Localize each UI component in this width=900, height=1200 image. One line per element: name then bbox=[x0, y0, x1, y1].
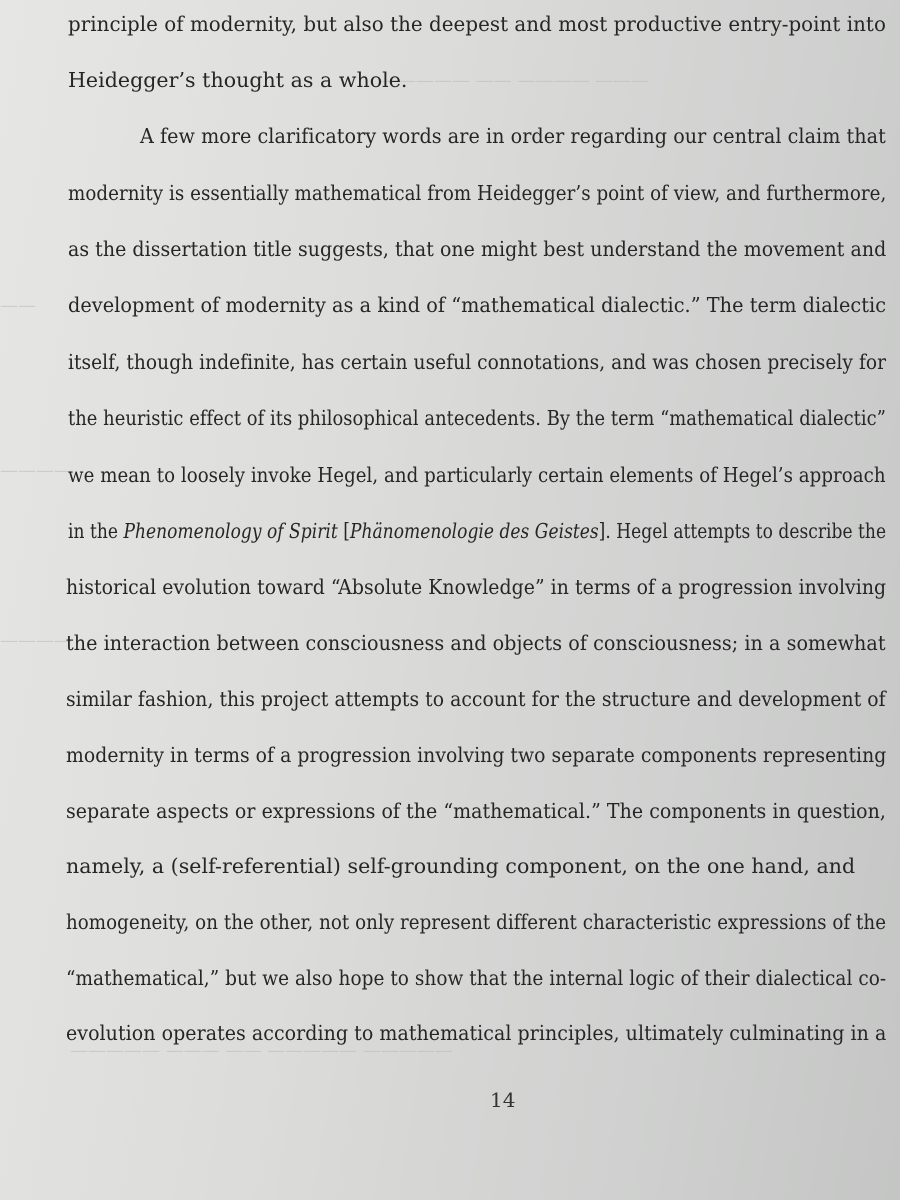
text-fragment: [ bbox=[337, 519, 350, 543]
bleed-through-marks: ————— ————— —— ——— ————— bbox=[70, 1040, 453, 1061]
bleed-through-marks: ——— ———— —— ————— bbox=[380, 70, 650, 91]
text-line: the interaction between consciousness and objects of consciousness; in a somewhat bbox=[66, 631, 886, 655]
text-line-with-italics bbox=[68, 519, 886, 543]
text-line: evolution operates according to mathematical principles, ultimately culminating in a bbox=[66, 1021, 887, 1045]
text-line: A few more clarificatory words are in order regarding our central claim that bbox=[140, 124, 886, 148]
text-line: the heuristic effect of its philosophical antecedents. By the term “mathematical dialectic” bbox=[68, 406, 886, 430]
page-number: 14 bbox=[490, 1088, 516, 1112]
text-line: Heidegger’s thought as a whole. bbox=[68, 68, 408, 92]
italic-title: Phänomenologie des Geistes bbox=[349, 519, 599, 543]
text-line: historical evolution toward “Absolute Knowledge” in terms of a progression involving bbox=[66, 575, 887, 599]
text-fragment: ]. Hegel attempts to describe the bbox=[598, 519, 887, 543]
text-line: itself, though indefinite, has certain useful connotations, and was chosen precisely for bbox=[68, 350, 887, 374]
text-line: modernity in terms of a progression involving two separate components representing bbox=[66, 743, 887, 767]
text-line: namely, a (self-referential) self-grounding component, on the one hand, and bbox=[66, 854, 856, 878]
text-line: “mathematical,” but we also hope to show that the internal logic of their dialectical co- bbox=[66, 966, 887, 990]
text-line: development of modernity as a kind of “mathematical dialectic.” The term dialectic bbox=[68, 293, 887, 317]
text-line: similar fashion, this project attempts to account for the structure and development of bbox=[66, 687, 886, 711]
bleed-through-marks: ———— bbox=[0, 630, 72, 651]
text-line: principle of modernity, but also the deepest and most productive entry-point into bbox=[68, 12, 886, 36]
bleed-through-marks: —— bbox=[0, 295, 36, 316]
italic-title: Phenomenology of Spirit bbox=[123, 519, 338, 543]
text-fragment: in the bbox=[68, 519, 124, 543]
text-line: separate aspects or expressions of the “mathematical.” The components in question, bbox=[66, 799, 886, 823]
text-line: homogeneity, on the other, not only represent different characteristic expressions of the bbox=[66, 910, 887, 934]
text-line: as the dissertation title suggests, that one might best understand the movement and bbox=[68, 237, 887, 261]
bleed-through-marks: ———— bbox=[0, 460, 72, 481]
text-line: modernity is essentially mathematical from Heidegger’s point of view, and furthermore, bbox=[68, 181, 887, 205]
text-line: we mean to loosely invoke Hegel, and particularly certain elements of Hegel’s approach bbox=[68, 463, 886, 487]
